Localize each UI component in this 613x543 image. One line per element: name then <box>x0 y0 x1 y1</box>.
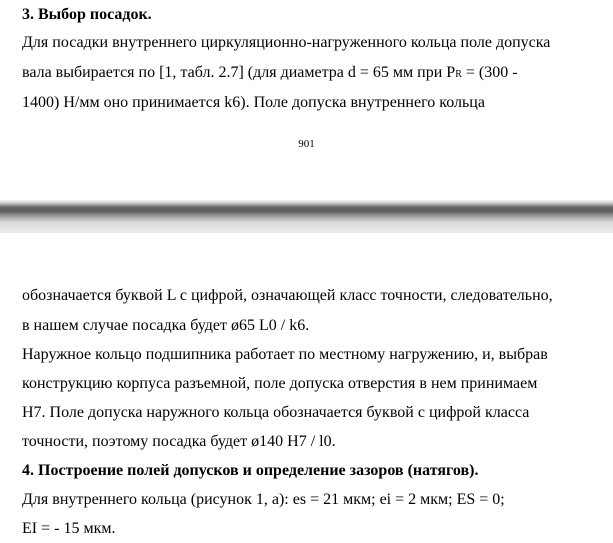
paragraph-line: 1400) Н/мм оно принимается k6). Поле допуска внутреннего кольца <box>22 94 485 111</box>
paragraph-line: обозначается буквой L с цифрой, означающей класс точности, следовательно, <box>22 287 553 304</box>
paragraph-line <box>22 64 518 84</box>
paragraph-text: = (300 - <box>461 64 518 81</box>
paragraph-line: EI = - 15 мкм. <box>22 520 116 537</box>
paragraph-line: H7. Поле допуска наружного кольца обозначается буквой с цифрой класса <box>22 404 530 421</box>
document-page-top <box>0 0 613 200</box>
section-heading-4: 4. Построение полей допусков и определение зазоров (натягов). <box>22 462 479 479</box>
paragraph-line: Для внутреннего кольца (рисунок 1, а): es = 21 мкм; ei = 2 мкм; ES = 0; <box>22 491 505 508</box>
paragraph-text: вала выбирается по [1, табл. 2.7] (для диаметра d = 65 мм при P <box>22 64 456 81</box>
page-separator <box>0 200 613 233</box>
section-heading-3: 3. Выбор посадок. <box>22 6 152 23</box>
paragraph-line: в нашем случае посадка будет ø65 L0 / k6. <box>22 317 310 334</box>
subscript-r: R <box>455 69 462 80</box>
paragraph-line: Наружное кольцо подшипника работает по местному нагружению, и, выбрав <box>22 346 548 363</box>
paragraph-line: конструкцию корпуса разъемной, поле допуска отверстия в нем принимаем <box>22 375 538 392</box>
page-number: 901 <box>298 138 315 150</box>
document-page-bottom <box>0 233 613 543</box>
paragraph-line: точности, поэтому посадка будет ø140 H7 / l0. <box>22 433 336 450</box>
paragraph-line: Для посадки внутреннего циркуляционно-нагруженного кольца поле допуска <box>22 34 551 51</box>
